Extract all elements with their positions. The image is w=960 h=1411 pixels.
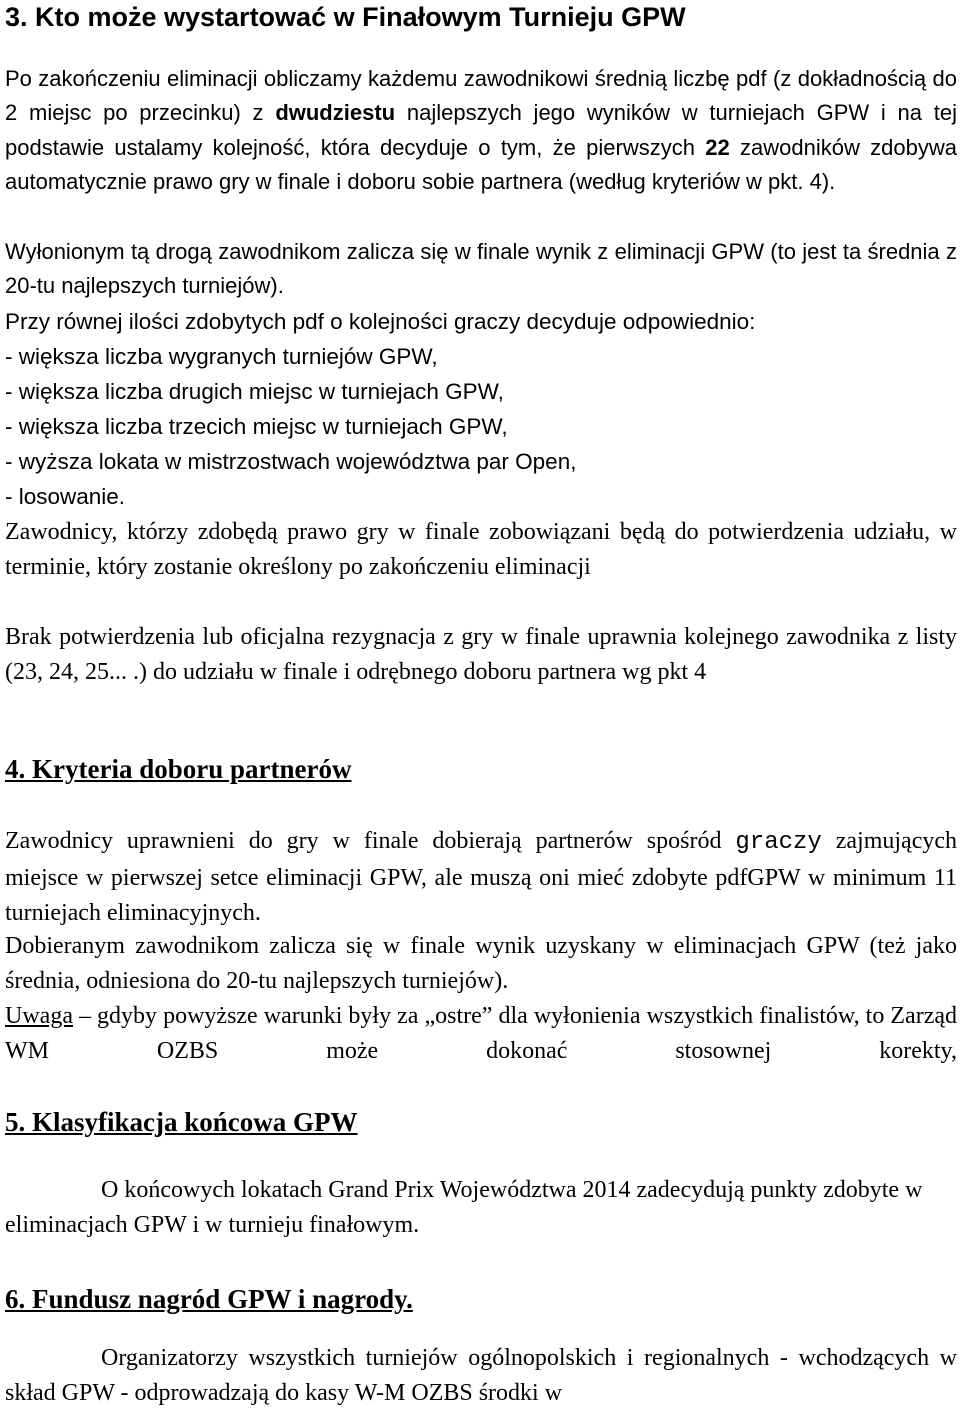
section-4-paragraph-2: Dobieranym zawodnikom zalicza się w finale wynik uzyskany w eliminacjach GPW (też jako średnia, odniesiona do 20-tu najlepszych turniejów).	[5, 933, 957, 994]
confirmation-paragraph: Zawodnicy, którzy zdobędą prawo gry w finale zobowiązani będą do potwierdzenia udziału, w terminie, który zostanie określony po zakończeniu eliminacji	[5, 519, 957, 580]
tie-break-item: - wyższa lokata w mistrzostwach województwa par Open,	[5, 448, 577, 474]
section-3-paragraph-2: Wyłonionym tą drogą zawodnikom zalicza się w finale wynik z eliminacji GPW (to jest ta średnia z 20-tu najlepszych turniejów).	[5, 239, 957, 299]
note-label: Uwaga	[5, 1003, 73, 1029]
tie-break-item: - większa liczba drugich miejsc w turniejach GPW,	[5, 378, 504, 404]
tie-break-item: - losowanie.	[5, 483, 126, 509]
tie-break-list	[5, 305, 957, 514]
section-4-title: 4. Kryteria doboru partnerów	[5, 754, 352, 784]
section-3-paragraph-1: Po zakończeniu eliminacji obliczamy każdemu zawodnikowi średnią liczbę pdf (z dokładnością do 2 miejsc po przecinku) z dwudziestu najlepszych jego wyników w turniejach GPW i na tej podstawie ustalamy kolejność, która decyduje o tym, że pierwszych 22 zawodników zdobywa automatycznie prawo gry w finale i doboru sobie partnera (według kryteriów w pkt. 4).	[5, 66, 957, 194]
tie-break-item: - większa liczba trzecich miejsc w turniejach GPW,	[5, 413, 508, 439]
section-6-text: Organizatorzy wszystkich turniejów ogólnopolskich i regionalnych - wchodzących w skład GPW - odprowadzają do kasy W-M OZBS środki w	[5, 1345, 957, 1406]
section-5-text: O końcowych lokatach Grand Prix Województwa 2014 zadecydują punkty zdobyte w eliminacjach GPW i w turnieju finałowym.	[5, 1177, 923, 1238]
no-confirmation-paragraph: Brak potwierdzenia lub oficjalna rezygnacja z gry w finale uprawnia kolejnego zawodnika z listy (23, 24, 25... .) do udziału w finale i odrębnego doboru partnera wg pkt 4	[5, 624, 957, 685]
section-6-title: 6. Fundusz nagród GPW i nagrody.	[5, 1284, 413, 1314]
tie-break-intro: Przy równej ilości zdobytych pdf o kolejności graczy decyduje odpowiednio:	[5, 309, 756, 334]
section-3-title: 3. Kto może wystartować w Finałowym Turnieju GPW	[5, 2, 686, 32]
tie-break-item: - większa liczba wygranych turniejów GPW,	[5, 343, 438, 369]
section-4-note: Uwaga – gdyby powyższe warunki były za „ostre” dla wyłonienia wszystkich finalistów, to Zarząd WM OZBS może dokonać stosownej korekty,	[5, 1003, 957, 1064]
section-5-title: 5. Klasyfikacja końcowa GPW	[5, 1107, 358, 1137]
section-4-paragraph-1: Zawodnicy uprawnieni do gry w finale dobierają partnerów spośród graczy zajmujących miejsce w pierwszej setce eliminacji GPW, ale muszą oni mieć zdobyte pdfGPW w minimum 11 turniejach eliminacyjnych.	[5, 828, 957, 926]
